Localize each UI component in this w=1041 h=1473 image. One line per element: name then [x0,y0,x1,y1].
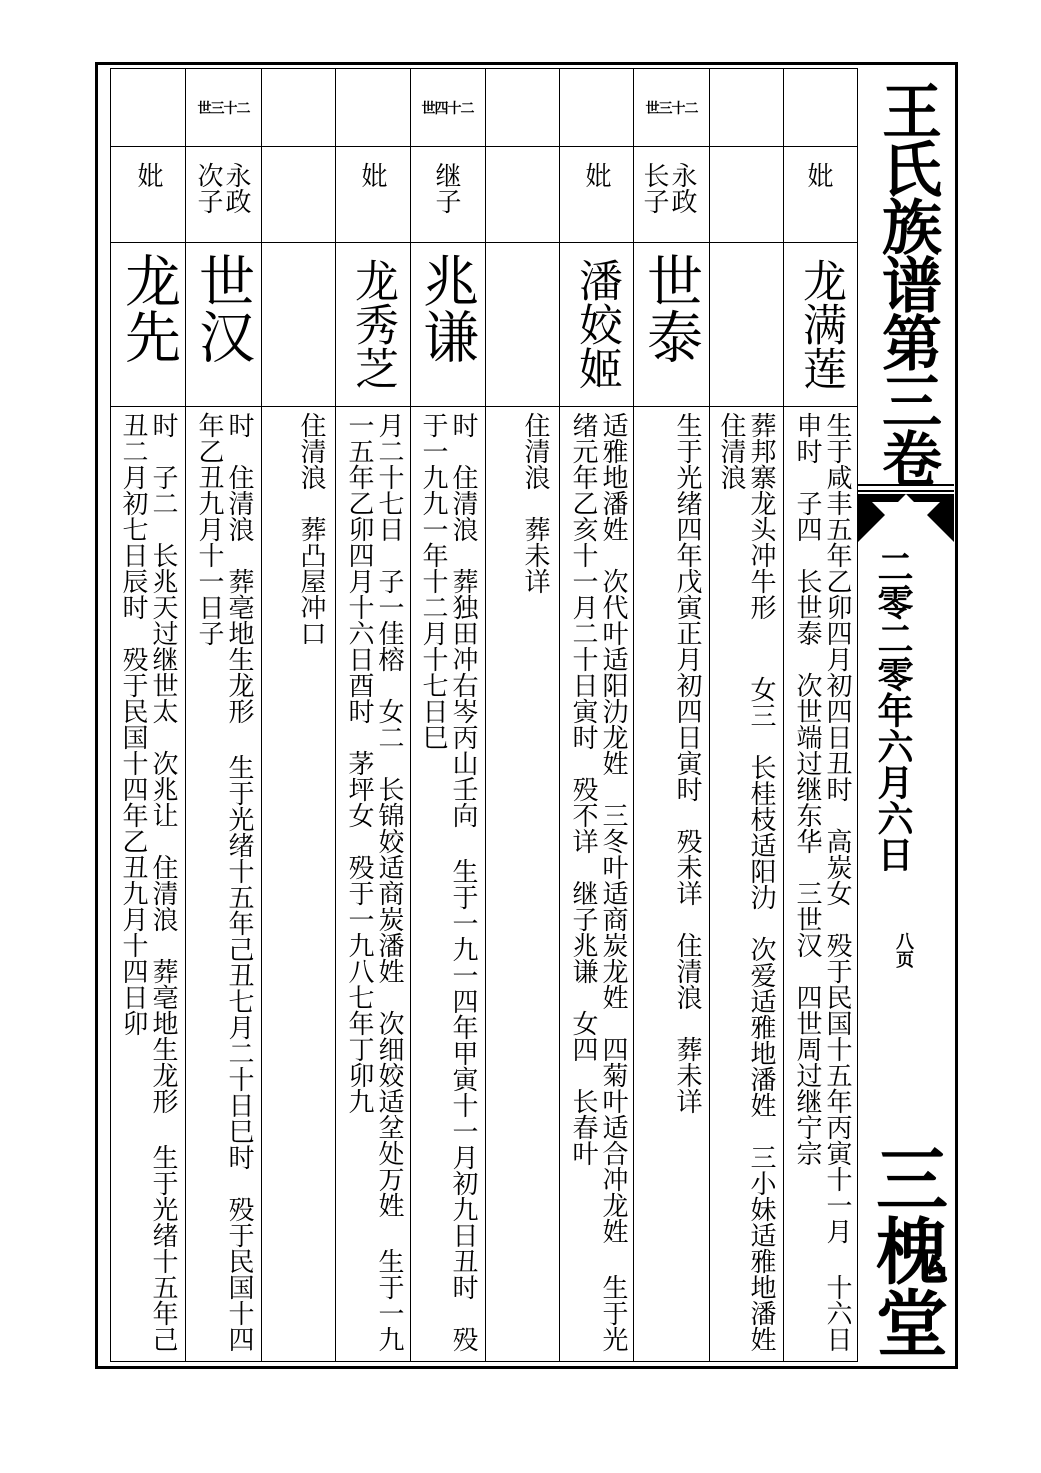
detail-line: 生于一九一五年乙卯四月十六日酉时 茅坪女 殁于一九八七年丁卯九 [344,412,404,1352]
detail-line: 住清浪 葬未详 [520,412,550,594]
person-name: 龙先 [116,252,181,364]
person-name: 潘姣姬 [571,258,622,390]
detail-line: 时 子二 长兆天过继世太 次兆让 住清浪 葬亳地生龙形 [148,412,178,1114]
relation-label: 妣 [581,162,611,188]
generation-label: 世三十二 [645,101,698,117]
record-detail [642,412,702,1362]
detail-line: 生于一九一四年甲寅十一月初九日丑时 殁于一九九一年十二月十七日巳 [418,412,478,1352]
detail-line: 适雅地潘姓 次代叶适阳氻龙姓 三冬叶适商炭龙姓 四菊叶适合冲龙姓 [598,412,628,1244]
publication-date: 二零二零年六月六日 [872,548,914,872]
book-title: 王氏族谱第三卷 [872,80,942,486]
detail-line: 葬邦寨龙头冲牛形 [746,412,776,620]
detail-line: 住清浪 葬凸屋冲口 [296,412,326,646]
record-detail [510,412,550,1362]
record-detail [286,412,326,1362]
detail-line: 女三 长桂枝适阳氻 次爱适雅地潘姓 三小妹适雅地潘姓 住清浪 [716,412,776,1378]
detail-line: 生于光绪十五年己丑七月二十日巳时 殁于民国十四年乙丑九月十一日子 [194,412,254,1352]
record-detail [568,412,628,1362]
detail-line: 月二十七日 子一佳榕 女二 长锦姣适商炭潘姓 次细姣适坌处万姓 [374,412,404,1218]
relation-label: 妣 [133,162,163,188]
relation-label: 妣 [803,162,833,188]
page-number: 八页 [893,932,914,968]
record-detail [194,412,254,1362]
record-detail [118,412,178,1362]
person-name: 龙秀芝 [347,258,398,390]
title-rule [858,490,954,492]
detail-line: 时 住清浪 葬独田冲右岑丙山壬向 [448,412,478,828]
generation-label: 世四十二 [421,101,474,117]
detail-line: 生于光绪元年乙亥十一月二十日寅时 殁不详 继子兆谦 女四 长春叶 [568,412,628,1352]
person-name: 世泰 [638,252,703,364]
record-detail [792,412,852,1362]
person-name: 世汉 [190,252,255,364]
generation-label: 世三十二 [197,101,250,117]
relation-label: 永政次子 [193,162,251,214]
record-detail [716,412,776,1378]
record-detail [418,412,478,1362]
person-name: 龙满莲 [795,258,846,390]
record-detail [344,412,404,1362]
relation-label: 永政长子 [639,162,697,214]
fishtail-ornament-inner [872,502,940,536]
detail-line: 十六日申时 子四 长世泰 次世端过继东华 三世汉 四世周过继宁宗 [792,412,852,1352]
hall-name: 三槐堂 [864,1142,949,1358]
person-name: 兆谦 [414,252,479,364]
relation-label: 继子 [431,162,461,214]
detail-line: 生于光绪四年戊寅正月初四日寅时 殁未详 住清浪 葬未详 [672,412,702,1114]
detail-line: 时 住清浪 葬亳地生龙形 [224,412,254,724]
relation-label: 妣 [357,162,387,188]
detail-line: 生于光绪十五年己丑二月初七日辰时 殁于民国十四年乙丑九月十四日卯 [118,412,178,1352]
title-rule [858,484,954,486]
detail-line: 生于咸丰五年乙卯四月初四日丑时 高炭女 殁于民国十五年丙寅十一月 [822,412,852,1244]
